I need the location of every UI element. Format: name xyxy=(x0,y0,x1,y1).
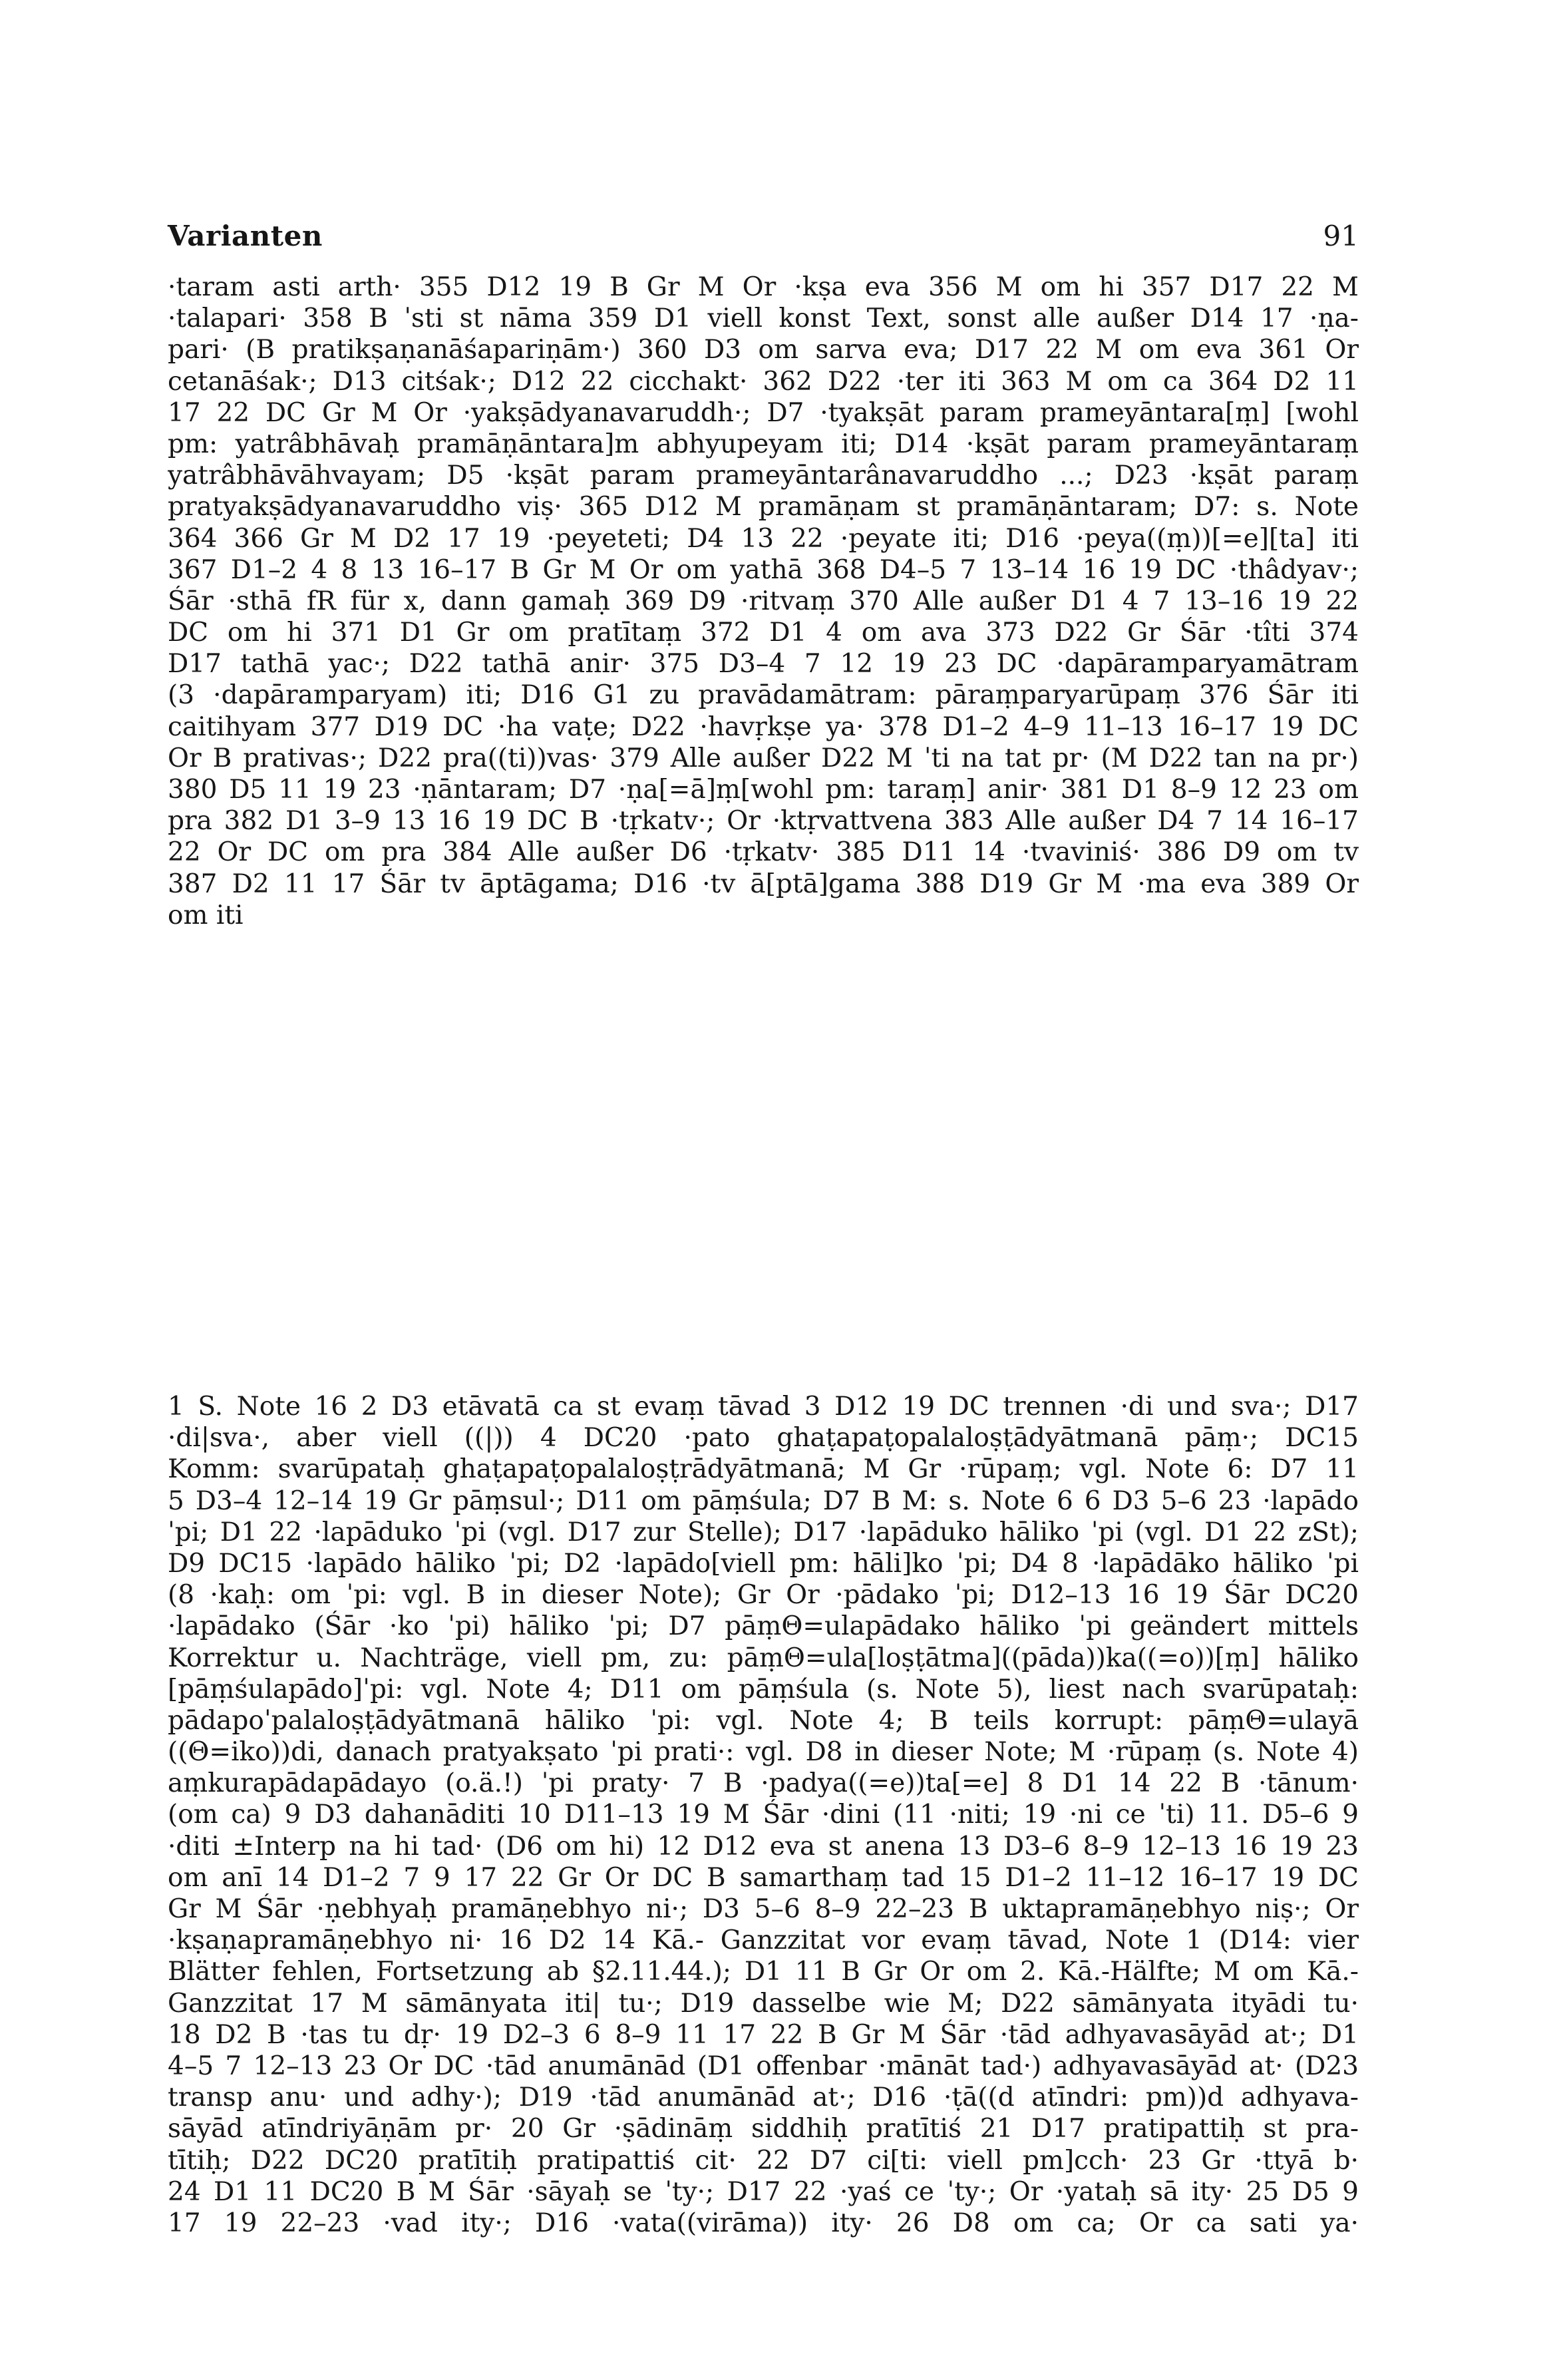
apparatus-line: Komm: svarūpataḥ ghaṭapaṭopalaloṣṭrādyātmanā; M Gr ·rūpaṃ; vgl. Note 6: D7 11 xyxy=(168,1454,1359,1485)
apparatus-line: pratyakṣādyanavaruddho viṣ· 365 D12 M pramāṇam st pramāṇāntaram; D7: s. Note xyxy=(168,492,1359,522)
apparatus-line: ((Θ=iko))di, danach pratyakṣato ˈpi prati·: vgl. D8 in dieser Note; M ·rūpaṃ (s. Note 4) xyxy=(168,1737,1359,1768)
apparatus-line: pm: yatrâbhāvaḥ pramāṇāntara]m abhyupeyam iti; D14 ·kṣāt param prameyāntaraṃ xyxy=(168,429,1359,459)
apparatus-line: [pāṃśulapādo]ˈpi: vgl. Note 4; D11 om pāṃśula (s. Note 5), liest nach svarūpataḥ: xyxy=(168,1674,1359,1704)
apparatus-line: tītiḥ; D22 DC20 pratītiḥ pratipattiś cit· 22 D7 ci[ti: viell pm]cch· 23 Gr ·ttyā b· xyxy=(168,2145,1359,2176)
apparatus-line: ·talapari· 358 B ˈsti st nāma 359 D1 viell konst Text, sonst alle außer D14 17 ·ṇa- xyxy=(168,303,1359,334)
apparatus-line: Śār ·sthā fR für x, dann gamaḥ 369 D9 ·ritvaṃ 370 Alle außer D1 4 7 13–16 19 22 xyxy=(168,586,1359,616)
lower-apparatus-block xyxy=(168,1391,1359,2270)
apparatus-line: D17 tathā yac·; D22 tathā anir· 375 D3–4 7 12 19 23 DC ·dapāramparyamātram xyxy=(168,649,1359,680)
apparatus-line: 18 D2 B ·tas tu dṛ· 19 D2–3 6 8–9 11 17 22 B Gr M Śār ·tād adhyavasāyād at·; D1 xyxy=(168,2019,1359,2050)
apparatus-line: 24 D1 11 DC20 B M Śār ·sāyaḥ se ˈty·; D17 22 ·yaś ce ˈty·; Or ·yataḥ sā ity· 25 D5 9 xyxy=(168,2176,1359,2207)
apparatus-line: Blätter fehlen, Fortsetzung ab §2.11.44.); D1 11 B Gr Or om 2. Kā.-Hälfte; M om Kā.- xyxy=(168,1957,1359,1987)
apparatus-line: Or B prativas·; D22 pra((ti))vas· 379 Alle außer D22 M ˈti na tat pr· (M D22 tan na pr·) xyxy=(168,743,1359,773)
apparatus-line: (3 ·dapāramparyam) iti; D16 G1 zu pravādamātram: pāraṃparyarūpaṃ 376 Śār iti xyxy=(168,680,1359,711)
apparatus-line: 4–5 7 12–13 23 Or DC ·tād anumānād (D1 offenbar ·mānāt tad·) adhyavasāyād at· (D23 xyxy=(168,2051,1359,2081)
apparatus-line: 380 D5 11 19 23 ·ṇāntaram; D7 ·ṇa[=ā]ṃ[wohl pm: taraṃ] anir· 381 D1 8–9 12 23 om xyxy=(168,775,1359,805)
running-head: Varianten xyxy=(168,220,323,252)
apparatus-line xyxy=(168,2239,1359,2270)
apparatus-line: 387 D2 11 17 Śār tv āptāgama; D16 ·tv ā[ptā]gama 388 D19 Gr M ·ma eva 389 Or xyxy=(168,869,1359,899)
apparatus-line: caitihyam 377 D19 DC ·ha vaṭe; D22 ·havṛkṣe ya· 378 D1–2 4–9 11–13 16–17 19 DC xyxy=(168,711,1359,742)
page-number: 91 xyxy=(1323,220,1359,252)
apparatus-line: 367 D1–2 4 8 13 16–17 B Gr M Or om yathā 368 D4–5 7 13–14 16 19 DC ·thâdyav·; xyxy=(168,554,1359,585)
apparatus-line: 17 19 22–23 ·vad ity·; D16 ·vata((virāma)) ity· 26 D8 om ca; Or ca sati ya· xyxy=(168,2208,1359,2238)
apparatus-line: 17 22 DC Gr M Or ·yakṣādyanavaruddh·; D7 ·tyakṣāt param prameyāntara[ṃ] [wohl xyxy=(168,397,1359,428)
apparatus-line: om anī 14 D1–2 7 9 17 22 Gr Or DC B samarthaṃ tad 15 D1–2 11–12 16–17 19 DC xyxy=(168,1862,1359,1893)
page-header xyxy=(168,220,1359,260)
apparatus-line: (om ca) 9 D3 dahanāditi 10 D11–13 19 M Śār ·dini (11 ·niti; 19 ·ni ce ˈti) 11. D5–6 9 xyxy=(168,1800,1359,1830)
apparatus-line: om iti xyxy=(168,900,244,930)
apparatus-line: 5 D3–4 12–14 19 Gr pāṃsul·; D11 om pāṃśula; D7 B M: s. Note 6 6 D3 5–6 23 ·lapādo xyxy=(168,1486,1359,1516)
apparatus-line: ·di|sva·, aber viell ((|)) 4 DC20 ·pato ghaṭapaṭopalaloṣṭādyātmanā pāṃ·; DC15 xyxy=(168,1423,1359,1454)
apparatus-line: 22 Or DC om pra 384 Alle außer D6 ·tṛkatv· 385 D11 14 ·tvaviniś· 386 D9 om tv xyxy=(168,837,1359,868)
apparatus-line: aṃkurapādapādayo (o.ä.!) ˈpi praty· 7 B ·padya((=e))ta[=e] 8 D1 14 22 B ·tānum· xyxy=(168,1768,1359,1799)
apparatus-line: pari· (B pratikṣaṇanāśapariṇām·) 360 D3 om sarva eva; D17 22 M om eva 361 Or xyxy=(168,335,1359,365)
apparatus-line: transp anu· und adhy·); D19 ·tād anumānād at·; D16 ·ṭā((d atīndri: pm))d adhyava- xyxy=(168,2082,1359,2113)
apparatus-line: pādapoˈpalaloṣṭādyātmanā hāliko ˈpi: vgl. Note 4; B teils korrupt: pāṃΘ=ulayā xyxy=(168,1705,1359,1736)
apparatus-line: 1 S. Note 16 2 D3 etāvatā ca st evaṃ tāvad 3 D12 19 DC trennen ·di und sva·; D17 xyxy=(168,1392,1359,1422)
apparatus-line: cetanāśak·; D13 citśak·; D12 22 cicchakt· 362 D22 ·ter iti 363 M om ca 364 D2 11 xyxy=(168,366,1359,397)
apparatus-line: D9 DC15 ·lapādo hāliko ˈpi; D2 ·lapādo[viell pm: hāli]ko ˈpi; D4 8 ·lapādāko hāliko ˈpi xyxy=(168,1548,1359,1579)
apparatus-line: sāyād atīndriyāṇām pr· 20 Gr ·ṣādināṃ siddhiḥ pratītiś 21 D17 pratipattiḥ st pra- xyxy=(168,2114,1359,2144)
apparatus-line: ˈpi; D1 22 ·lapāduko ˈpi (vgl. D17 zur Stelle); D17 ·lapāduko hāliko ˈpi (vgl. D1 22 zSt); xyxy=(168,1517,1359,1547)
apparatus-line: yatrâbhāvāhvayam; D5 ·kṣāt param prameyāntarânavaruddho ...; D23 ·kṣāt paraṃ xyxy=(168,461,1359,491)
apparatus-line: ·kṣaṇapramāṇebhyo ni· 16 D2 14 Kā.- Ganzzitat vor evaṃ tāvad, Note 1 (D14: vier xyxy=(168,1925,1359,1956)
apparatus-line: ·diti ±Interp na hi tad· (D6 om hi) 12 D12 eva st anena 13 D3–6 8–9 12–13 16 19 23 xyxy=(168,1831,1359,1862)
apparatus-line: pra 382 D1 3–9 13 16 19 DC B ·tṛkatv·; Or ·ktṛvattvena 383 Alle außer D4 7 14 16–17 xyxy=(168,806,1359,837)
apparatus-line: (8 ·kaḥ: om ˈpi: vgl. B in dieser Note); Gr Or ·pādako ˈpi; D12–13 16 19 Śār DC20 xyxy=(168,1580,1359,1611)
apparatus-line: ·taram asti arth· 355 D12 19 B Gr M Or ·kṣa eva 356 M om hi 357 D17 22 M xyxy=(168,272,1359,302)
upper-apparatus-block xyxy=(168,272,1359,931)
apparatus-line: Gr M Śār ·ṇebhyaḥ pramāṇebhyo ni·; D3 5–6 8–9 22–23 B uktapramāṇebhyo niṣ·; Or xyxy=(168,1894,1359,1924)
apparatus-line: DC om hi 371 D1 Gr om pratītaṃ 372 D1 4 om ava 373 D22 Gr Śār ·tîti 374 xyxy=(168,618,1359,648)
apparatus-line: 364 366 Gr M D2 17 19 ·peyeteti; D4 13 22 ·peyate iti; D16 ·peya((ṃ))[=e][ta] iti xyxy=(168,523,1359,554)
apparatus-line: ·lapādako (Śār ·ko ˈpi) hāliko ˈpi; D7 pāṃΘ=ulapādako hāliko ˈpi geändert mittels xyxy=(168,1611,1359,1642)
apparatus-line: Ganzzitat 17 M sāmānyata iti| tu·; D19 dasselbe wie M; D22 sāmānyata ityādi tu· xyxy=(168,1988,1359,2019)
apparatus-line: Korrektur u. Nachträge, viell pm, zu: pāṃΘ=ula[loṣṭātma]((pāda))ka((=o))[ṃ] hāliko xyxy=(168,1643,1359,1673)
